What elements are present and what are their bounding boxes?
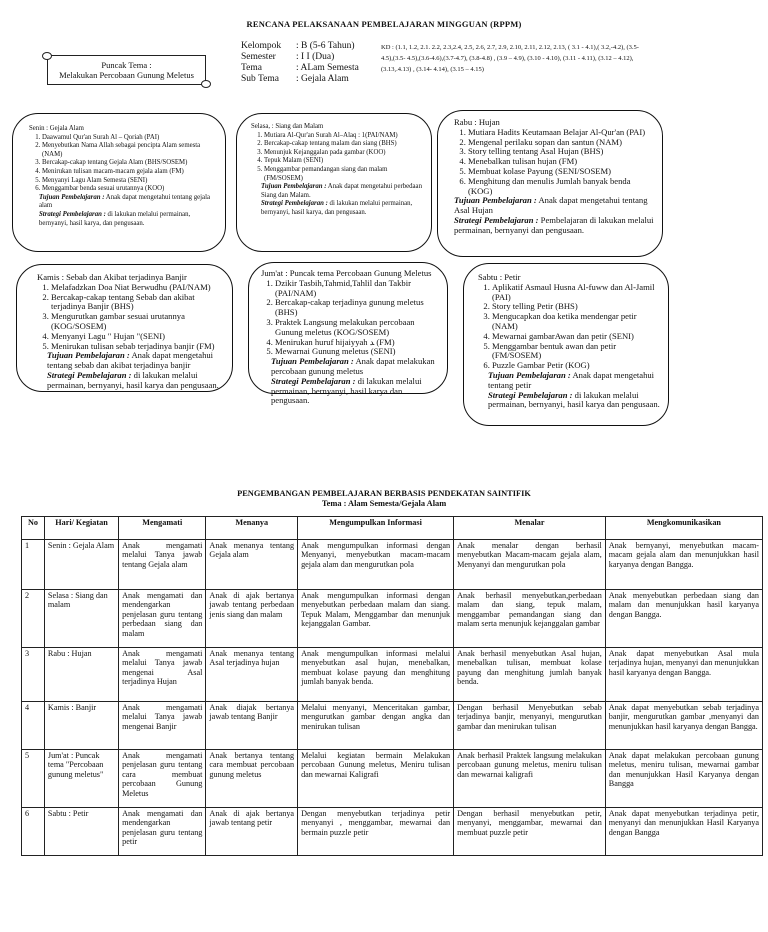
column-header: Menalar <box>454 517 606 540</box>
section-subtitle: Tema : Alam Semesta/Gejala Alam <box>321 499 447 508</box>
list-item: 1. Mutiara Hadits Keutamaan Belajar Al-Qur'an (PAI) <box>468 128 656 138</box>
list-item: 2. Story telling Petir (BHS) <box>492 302 662 312</box>
meta-info <box>241 41 359 85</box>
table-row <box>22 590 763 648</box>
list-item: 2. Menyebutkan Nama Allah sebagai pencipta Alam semesta (NAM) <box>42 142 215 159</box>
list-item: 5. Membuat kolase Payung (SENI/SOSEM) <box>468 167 656 177</box>
section-title: PENGEMBANGAN PEMBELAJARAN BERBASIS PENDEKATAN SAINTIFIK Tema : Alam Semesta/Gejala Alam <box>0 489 768 509</box>
table-cell: Anak bertanya tentang cara membuat percobaan gunung meletus <box>206 750 298 808</box>
list-item: 3. Menunjuk Kejanggalan pada gambar (KOO) <box>264 149 425 158</box>
table-cell: Selasa : Siang dan malam <box>44 590 118 648</box>
table-cell: Anak menyebutkan perbedaan siang dan malam dan menunjukkan hasil karyanya dengan Bangga. <box>605 590 762 648</box>
list-item: 6. Menggambar benda sesuai urutannya (KOO) <box>42 185 215 194</box>
table-cell: Senin : Gejala Alam <box>44 540 118 590</box>
column-header: No <box>22 517 45 540</box>
table-cell: Dengan menyebutkan terjadinya petir menyanyi , menggambar, mewarnai dan bermain puzzle petir <box>298 808 454 856</box>
table-cell: 1 <box>22 540 45 590</box>
column-header: Mengkomunikasikan <box>605 517 762 540</box>
table-cell: Anak berhasil menyebutkan,perbedaan malam dan siang, tepuk malam, menggambar pemandangan siang dan malam serta menunjuk kejanggalan gambar <box>454 590 606 648</box>
table-cell: Anak diajak bertanya jawab tentang Banjir <box>206 702 298 750</box>
table-cell: Anak dapat menyebutkan terjadinya petir, menyanyi dan menunjukkan Hasil Karyanya dengan Bangga <box>605 808 762 856</box>
table-cell: Anak mengamati melalui Tanya jawab tentang Gejala alam <box>119 540 206 590</box>
table-cell: 2 <box>22 590 45 648</box>
activity-list <box>251 132 425 184</box>
list-item: 4. Menirukan tulisan macam-macam gejala alam (FM) <box>42 168 215 177</box>
table-cell: Rabu : Hujan <box>44 648 118 702</box>
strategi: Strategi Pembelajaran : di lakukan melalui permainan, bernyanyi, hasil karya, dan pengusaan. <box>261 200 413 216</box>
table-cell: Melalui kegiatan bermain Melakukan percobaan Gunung meletus, Meniru tulisan dan mewarnai Kaligrafi <box>298 750 454 808</box>
table-cell: Anak menalar dengan berhasil menyebutkan Macam-macam gejala alam, Menyanyi dan mengurutkan pola <box>454 540 606 590</box>
table-cell: 6 <box>22 808 45 856</box>
list-item: 1. Aplikatif Asmaul Husna Al-fuww dan Al-Jamil (PAI) <box>492 283 662 303</box>
table-cell: 3 <box>22 648 45 702</box>
meta-row: Sub Tema : Gejala Alam <box>241 74 349 84</box>
table-cell: Anak mengamati dan mendengarkan penjelasan guru tentang perbedaan siang dan malam <box>119 590 206 648</box>
meta-row: Semester : I I (Dua) <box>241 52 335 62</box>
list-item: 5. Menggambar bentuk awan dan petir (FM/SOSEM) <box>492 342 662 362</box>
list-item: 5. Menyanyi Lagu Alam Semesta (SENI) <box>42 177 215 186</box>
table-cell: Anak di ajak bertanya jawab tentang petir <box>206 808 298 856</box>
list-item: 3. Mengurutkan gambar sesuai urutannya (KOG/SOSEM) <box>51 312 226 332</box>
page-title: RENCANA PELAKSANAAN PEMBELAJARAN MINGGUAN (RPPM) <box>246 19 522 29</box>
list-item: 5. Menirukan tulisan sebab terjadinya banjir (FM) <box>51 342 226 352</box>
list-item: 4. Menyanyi Lagu " Hujan "(SENI) <box>51 332 226 342</box>
tujuan: Tujuan Pembelajaran : Anak dapat mengetahui tentang Asal Hujan <box>454 195 648 216</box>
day-box-sabtu <box>463 263 669 426</box>
table-row <box>22 808 763 856</box>
strategi: Strategi Pembelajaran : di lakukan melalui permainan, bernyanyi, hasil karya dan pengusaan. <box>271 375 422 406</box>
table-row <box>22 702 763 750</box>
list-item: 2. Bercakap-cakap terjadinya gunung meletus (BHS) <box>275 298 442 318</box>
list-item: 4. Menebalkan tulisan hujan (FM) <box>468 157 656 167</box>
table-cell: Anak mengamati penjelasan guru tentang cara membuat percobaan Gunung Meletus <box>119 750 206 808</box>
table-cell: Anak menanya tentang Gejala alam <box>206 540 298 590</box>
strategi: Strategi Pembelajaran : di lakukan melalui permainan, bernyanyi, hasil karya dan pengusaan. <box>47 369 219 390</box>
tujuan: Tujuan Pembelajaran : Anak dapat mengetahui perbedaan Siang dan Malam. <box>261 183 422 199</box>
list-item: 3. Praktek Langsung melakukan percobaan Gunung meletus (KOG/SOSEM) <box>275 318 442 338</box>
kd-list: KD : (1.1, 1.2, 2.1. 2.2, 2.3,2.4, 2.5, 2.6, 2.7, 2.9, 2.10, 2.11, 2.12, 2.13, ( 3.1 - 4.1),( 3.2,-4.2), (3.5-4.5),(3.5- 4.5),(3.6-4.6),(3.7-4.7), (3.8-4.8) , (3.9 – 4.9), (3.10 - 4.10), (3.11 - 4.11), (3.12 – 4.12), (3.13,.4.13) , (3.14- 4.14), (3.15 – 4.15) <box>381 44 639 74</box>
list-item: 2. Bercakap-cakap tentang malam dan siang (BHS) <box>264 140 425 149</box>
puncak-tema-value: Melakukan Percobaan Gunung Meletus <box>59 70 194 80</box>
list-item: 4. Mewarnai gambarAwan dan petir (SENI) <box>492 332 662 342</box>
table-cell: Anak di ajak bertanya jawab tentang perbedaan jenis siang dan malam <box>206 590 298 648</box>
tujuan: Tujuan Pembelajaran : Anak dapat mengetahui tentang gejala alam <box>39 193 210 210</box>
list-item: 6. Menghitung dan menulis Jumlah banyak benda (KOG) <box>468 177 656 197</box>
table-cell: Kamis : Banjir <box>44 702 118 750</box>
day-box-jumat <box>248 262 448 406</box>
table-row <box>22 648 763 702</box>
table-row <box>22 750 763 808</box>
table-cell: Anak dapat menyebutkan Asal mula terjadinya hujan, menyanyi dan menunjukkan hasil karyanya dengan Bangga. <box>605 648 762 702</box>
column-header: Mengamati <box>119 517 206 540</box>
day-heading: Selasa, : Siang dan Malam <box>251 123 324 130</box>
activity-list <box>261 279 442 357</box>
table-cell: Dengan berhasil menyebutkan petir, menyanyi, menggambar, mewarnai dan membuat puzzle petir <box>454 808 606 856</box>
day-heading: Kamis : Sebab dan Akibat terjadinya Banjir <box>37 272 187 282</box>
table-cell: Anak dapat melakukan percobaan gunung meletus, meniru tulisan, mewarnai gambar dan menunjukkan Hasil Karyanya dengan Bangga <box>605 750 762 808</box>
list-item: 5. Menggambar pemandangan siang dan malam (FM/SOSEM) <box>264 166 425 183</box>
strategi: Strategi Pembelajaran : di lakukan melalui permainan, bernyanyi, hasil karya, dan pengusaan. <box>39 210 191 227</box>
column-header: Menanya <box>206 517 298 540</box>
day-box-selasa <box>236 113 432 252</box>
activity-list <box>29 134 215 194</box>
list-item: 3. Story telling tentang Asal Hujan (BHS) <box>468 147 656 157</box>
strategi: Strategi Pembelajaran : di lakukan melalui permainan, bernyanyi, hasil karya dan pengusaan. <box>488 389 660 410</box>
activity-list <box>37 283 226 352</box>
list-item: 5. Mewarnai Gunung meletus (SENI) <box>275 347 442 357</box>
tujuan: Tujuan Pembelajaran : Anak dapat mengetahui tentang sebab dan akibat terjadinya banjir <box>47 350 214 371</box>
meta-row: Kelompok : B (5-6 Tahun) <box>241 41 355 51</box>
tujuan: Tujuan Pembelajaran : Anak dapat melakukan percobaan gunung meletus <box>271 356 435 376</box>
table-cell: Anak mengamati melalui Tanya jawab mengenai Asal terjadinya Hujan <box>119 648 206 702</box>
table-cell: Anak mengumpulkan informasi melalui menyebutkan asal hujan, menebalkan, membuat kolase payung dan menghitung jumlah banyak benda. <box>298 648 454 702</box>
puncak-tema-label: Puncak Tema : <box>101 60 152 70</box>
table-cell: Anak bernyanyi, menyebutkan macam-macam gejala alam dan menunjukkan hasil karyanya dengan Bangga. <box>605 540 762 590</box>
table-cell: Anak mengumpulkan informasi dengan Menyanyi, menyebutkan macam-macam gejala alam dan mengurutkan pola <box>298 540 454 590</box>
day-box-rabu <box>437 110 663 257</box>
table-row <box>22 540 763 590</box>
list-item: 3. Mengucapkan doa ketika mendengar petir (NAM) <box>492 312 662 332</box>
list-item: 2. Mengenal perilaku sopan dan santun (NAM) <box>468 138 656 148</box>
tujuan: Tujuan Pembelajaran : Anak dapat mengetahui tentang petir <box>488 369 655 390</box>
list-item: 1. Dzikir Tasbih,Tahmid,Tahlil dan Takbir (PAI/NAM) <box>275 279 442 299</box>
table-cell: 5 <box>22 750 45 808</box>
activity-list <box>478 283 662 371</box>
list-item: 1. Melafadzkan Doa Niat Berwudhu (PAI/NAM) <box>51 283 226 293</box>
table-cell: Anak berhasil Praktek langsung melakukan percobaan gunung meletus, meniru tulisan dan mewarnai kaligrafi <box>454 750 606 808</box>
day-heading: Sabtu : Petir <box>478 272 521 282</box>
table-cell: 4 <box>22 702 45 750</box>
puncak-tema-scroll <box>47 55 206 85</box>
table-cell: Anak mengumpulkan informasi dengan menyebutkan perbedaan malam dan siang. Tepuk Malam, Menggambar dan menunjuk kejanggalan Gambar. <box>298 590 454 648</box>
strategi: Strategi Pembelajaran : Pembelajaran di lakukan melalui permainan, bernyanyi dan pengusaan. <box>454 214 654 235</box>
meta-row: Tema : ALam Semesta <box>241 63 359 73</box>
list-item: 4. Menirukan huruf hijaiyyah ﺪ (FM) <box>275 338 442 348</box>
column-header: Mengumpulkan Informasi <box>298 517 454 540</box>
activity-list <box>454 128 656 197</box>
list-item: 3. Bercakap-cakap tentang Gejala Alam (BHS/SOSEM) <box>42 159 215 168</box>
column-header: Hari/ Kegiatan <box>44 517 118 540</box>
table-cell: Anak menanya tentang Asal terjadinya hujan <box>206 648 298 702</box>
saintifik-table <box>21 516 763 856</box>
list-item: 1. Mutiara Al-Qur'an Surah Al–Alaq : 1(PAI/NAM) <box>264 132 425 141</box>
day-box-kamis <box>16 264 233 392</box>
day-heading: Jum'at : Puncak tema Percobaan Gunung Meletus <box>261 268 432 278</box>
list-item: 1. Daawamul Qur'an Surah Al – Qoriah (PAI) <box>42 134 215 143</box>
list-item: 2. Bercakap-cakap tentang Sebab dan akibat terjadinya Banjir (BHS) <box>51 293 226 313</box>
table-cell: Dengan berhasil Menyebutkan sebab terjadinya banjir, menyanyi, mengurutkan gambar dan menirukan tulisan <box>454 702 606 750</box>
day-heading: Rabu : Hujan <box>454 117 500 127</box>
table-cell: Anak mengamati melalui Tanya jawab mengenai Banjir <box>119 702 206 750</box>
table-cell: Anak mengamati dan mendengarkan penjelasan guru tentang petir <box>119 808 206 856</box>
list-item: 6. Puzzle Gambar Petir (KOG) <box>492 361 662 371</box>
table-cell: Jum'at : Puncak tema "Percobaan gunung meletus" <box>44 750 118 808</box>
table-cell: Anak berhasil menyebutkan Asal hujan, menebalkan tulisan, membuat kolase payung dan menghitung jumlah banyak benda. <box>454 648 606 702</box>
table-cell: Melalui menyanyi, Menceritakan gambar, mengurutkan gambar dengan angka dan menirukan tulisan <box>298 702 454 750</box>
day-heading: Senin : Gejala Alam <box>29 125 84 132</box>
table-cell: Anak dapat menyebutkan sebab terjadinya banjir, mengurutkan gambar ,menyanyi dan menunjukkan hasil karyanya dengan Bangga. <box>605 702 762 750</box>
list-item: 4. Tepuk Malam (SENI) <box>264 157 425 166</box>
table-cell: Sabtu : Petir <box>44 808 118 856</box>
day-box-senin <box>12 113 226 252</box>
table-header-row <box>22 517 763 540</box>
